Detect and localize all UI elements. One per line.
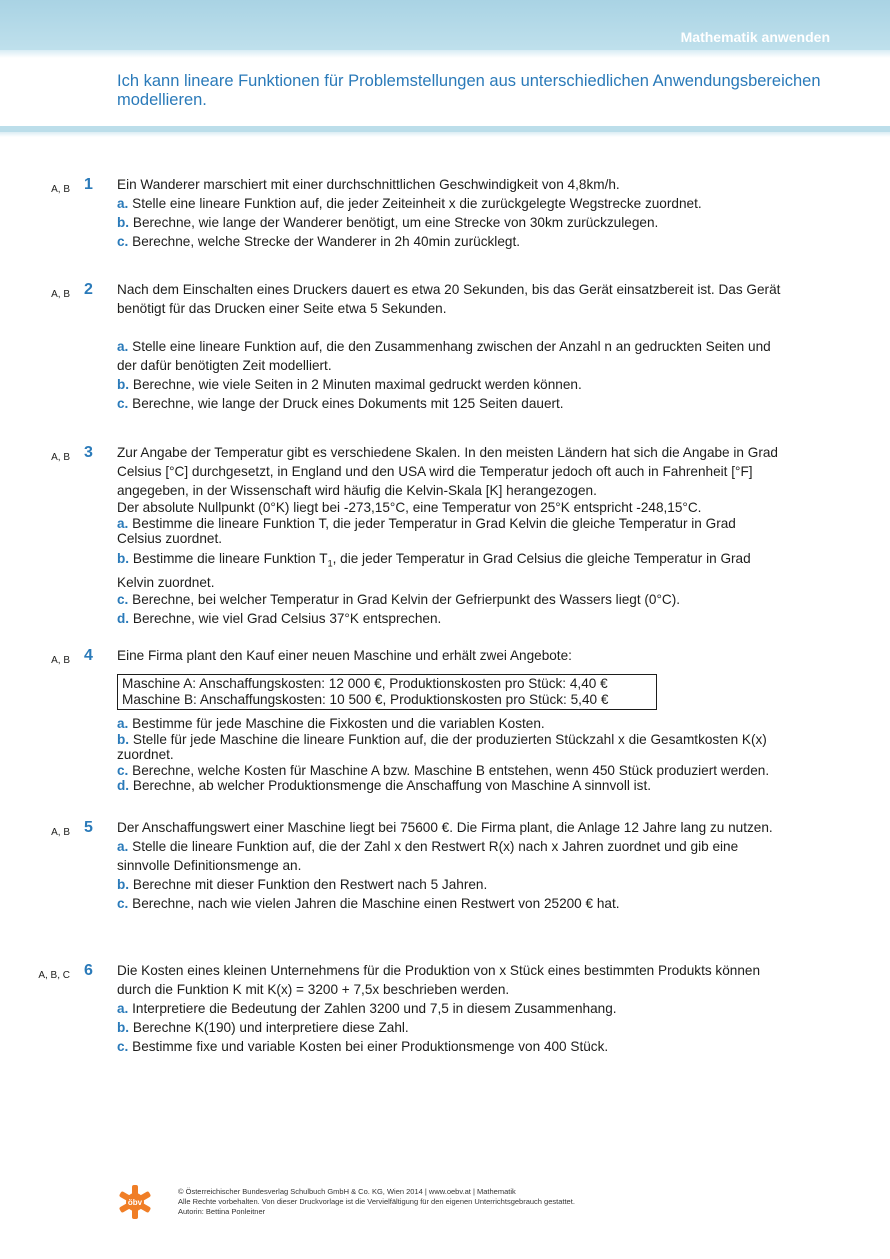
task-levels: A, B: [51, 827, 70, 838]
task-item: c. Berechne, bei welcher Temperatur in Grad Kelvin der Gefrierpunkt des Wassers liegt (0°C).: [117, 592, 681, 608]
task-item: b. Berechne K(190) und interpretiere diese Zahl.: [117, 1020, 409, 1035]
task-item: b. Bestimme die lineare Funktion $T_1$, die jeder Temperatur in Grad Celsius die gleiche Temperatur in Grad Kelvin zuordnet.: [117, 550, 751, 591]
task-body: [117, 280, 782, 413]
section-title: Mathematik anwenden: [680, 29, 830, 45]
task-intro: Nach dem Einschalten eines Druckers dauert es etwa 20 Sekunden, bis das Gerät einsatzbereit ist. Das Gerät benötigt für das Drucken einer Seite etwa 5 Sekunden.: [117, 282, 781, 316]
task-body: [117, 175, 782, 251]
offer-machine-a: Maschine A: Anschaffungskosten: 12 000 €, Produktionskosten pro Stück: 4,40 €: [122, 676, 608, 691]
task-levels: A, B: [51, 184, 70, 195]
publisher-logo-icon: [117, 1184, 153, 1220]
divider-shadow: [0, 132, 890, 137]
task-number: 4: [84, 647, 93, 664]
task-number: 1: [84, 176, 93, 193]
task-item: c. Berechne, wie lange der Druck eines Dokuments mit 125 Seiten dauert.: [117, 396, 564, 411]
task-intro: Zur Angabe der Temperatur gibt es verschiedene Skalen. In den meisten Ländern hat sich die Angabe in Grad Celsius [°C] durchgesetzt, in England und den USA wird die Temperatur jedoch oft auch in Fahrenheit [°F] angegeben, in der Wissenschaft wird häufig die Kelvin-Skala [K] herangezogen.: [117, 445, 778, 498]
task-item: c. Berechne, nach wie vielen Jahren die Maschine einen Restwert von 25200 € hat.: [117, 896, 620, 911]
task-number: 3: [84, 444, 93, 461]
task-levels: A, B: [51, 655, 70, 666]
task-body: [117, 818, 782, 913]
offer-machine-b: Maschine B: Anschaffungskosten: 10 500 €, Produktionskosten pro Stück: 5,40 €: [122, 692, 609, 707]
task-item: a. Bestimme die lineare Funktion T, die jeder Temperatur in Grad Kelvin die gleiche Temperatur in Grad Celsius zuordnet.: [117, 515, 736, 546]
task-item: c. Berechne, welche Strecke der Wanderer in 2h 40min zurücklegt.: [117, 234, 520, 249]
task-item: d. Berechne, ab welcher Produktionsmenge die Anschaffung von Maschine A sinnvoll ist.: [117, 778, 652, 793]
footer-copyright: © Österreichischer Bundesverlag Schulbuch GmbH & Co. KG, Wien 2014 | www.oebv.at | Mathematik Alle Rechte vorbehalten. Von dieser Druckvorlage ist die Vervielfältigung für den eigenen Unterrichtsgebrauch gestattet. Autorin: Bettina Ponleitner: [178, 1187, 575, 1216]
learning-objective: Ich kann lineare Funktionen für Problemstellungen aus unterschiedlichen Anwendungsbereichen modellieren.: [117, 72, 821, 109]
svg-text:öbv: öbv: [127, 1198, 143, 1207]
task-item: a. Stelle eine lineare Funktion auf, die den Zusammenhang zwischen der Anzahl n an gedruckten Seiten und der dafür benötigten Zeit modelliert.: [117, 339, 771, 373]
task-body: [117, 443, 782, 626]
task-body: [117, 961, 782, 1056]
task-item: b. Berechne mit dieser Funktion den Restwert nach 5 Jahren.: [117, 877, 488, 892]
task-item: a. Bestimme für jede Maschine die Fixkosten und die variablen Kosten.: [117, 716, 545, 731]
task-levels: A, B: [51, 452, 70, 463]
task-item: a. Stelle eine lineare Funktion auf, die jeder Zeiteinheit x die zurückgelegte Wegstrecke zuordnet.: [117, 196, 702, 211]
header-band: [0, 0, 890, 50]
task-item: c. Berechne, welche Kosten für Maschine A bzw. Maschine B entstehen, wenn 450 Stück produziert werden.: [117, 762, 770, 778]
offers-box: [117, 674, 657, 710]
task-number: 5: [84, 819, 93, 836]
task-levels: A, B, C: [38, 970, 70, 981]
task-item: a. Stelle die lineare Funktion auf, die der Zahl x den Restwert R(x) nach x Jahren zuordnet und gib eine sinnvolle Definitionsmenge an.: [117, 839, 739, 873]
task-levels: A, B: [51, 289, 70, 300]
task-intro: Eine Firma plant den Kauf einer neuen Maschine und erhält zwei Angebote:: [117, 648, 572, 663]
task-item: d. Berechne, wie viel Grad Celsius 37°K entsprechen.: [117, 610, 442, 626]
task-number: 2: [84, 281, 93, 298]
task-item: c. Bestimme fixe und variable Kosten bei einer Produktionsmenge von 400 Stück.: [117, 1039, 609, 1054]
task-item: b. Berechne, wie lange der Wanderer benötigt, um eine Strecke von 30km zurückzulegen.: [117, 215, 659, 230]
task-intro: Die Kosten eines kleinen Unternehmens für die Produktion von x Stück eines bestimmten Produkts können durch die Funktion K mit K(x) = 3200 + 7,5x beschrieben werden.: [117, 963, 761, 997]
task-number: 6: [84, 962, 93, 979]
task-item: a. Interpretiere die Bedeutung der Zahlen 3200 und 7,5 in diesem Zusammenhang.: [117, 1001, 617, 1016]
task-item: b. Berechne, wie viele Seiten in 2 Minuten maximal gedruckt werden können.: [117, 377, 582, 392]
task-intro: Der Anschaffungswert einer Maschine liegt bei 75600 €. Die Firma plant, die Anlage 12 Jahre lang zu nutzen.: [117, 820, 773, 835]
task-intro: Ein Wanderer marschiert mit einer durchschnittlichen Geschwindigkeit von 4,8km/h.: [117, 177, 620, 192]
task-item: b. Stelle für jede Maschine die lineare Funktion auf, die der produzierten Stückzahl x die Gesamtkosten K(x) zuordnet.: [117, 731, 767, 762]
task-body: [117, 646, 782, 794]
task-intro-2: Der absolute Nullpunkt (0°K) liegt bei -273,15°C, eine Temperatur von 25°K entspricht -248,15°C.: [117, 500, 702, 515]
header-band-edge: [0, 50, 890, 58]
